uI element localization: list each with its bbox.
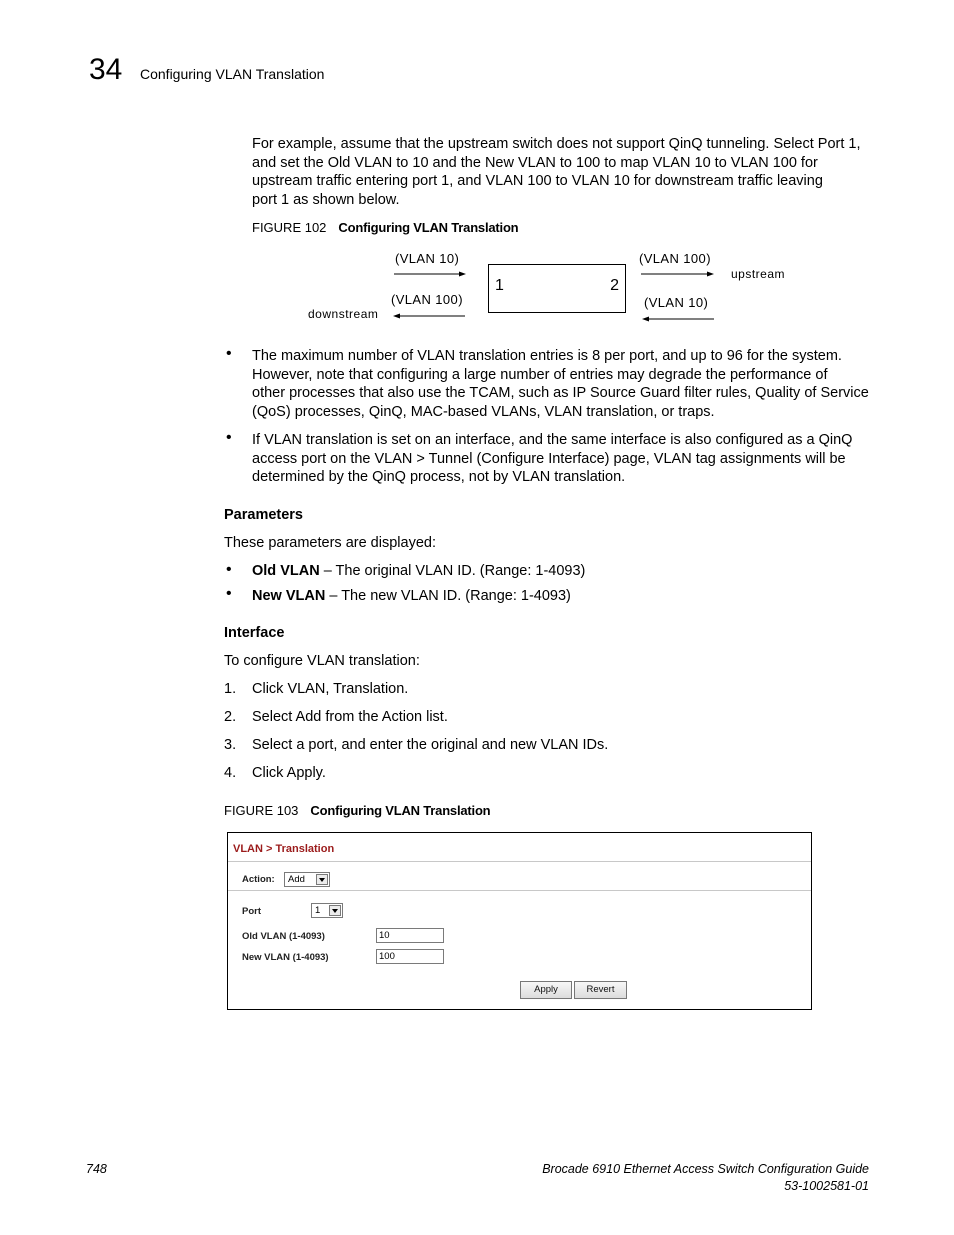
bullet-icon: •	[226, 345, 232, 362]
parameter-desc: – The original VLAN ID. (Range: 1-4093)	[319, 563, 586, 579]
bullet-icon: •	[226, 429, 232, 446]
right-top-vlan-label: (VLAN 100)	[639, 251, 711, 266]
step-number: 3.	[224, 737, 237, 753]
step-text: Click VLAN, Translation.	[252, 681, 409, 697]
step-text: Select a port, and enter the original and new VLAN IDs.	[252, 737, 609, 753]
page-number: 748	[86, 1162, 107, 1176]
step-number: 2.	[224, 709, 237, 725]
chevron-down-icon[interactable]	[329, 905, 341, 916]
bullet-item	[252, 431, 892, 487]
breadcrumb: VLAN > Translation	[233, 843, 335, 855]
parameters-intro: These parameters are displayed:	[224, 535, 436, 551]
bullet-line: (QoS) processes, QinQ, MAC-based VLANs, VLAN translation, or traps.	[252, 404, 715, 421]
step-text: Select Add from the Action list.	[252, 709, 448, 725]
port-2-label: 2	[610, 277, 619, 294]
intro-line: port 1 as shown below.	[252, 192, 400, 209]
bullet-icon: •	[226, 561, 232, 578]
bullet-line: other processes that also use the TCAM, such as IP Source Guard filter rules, Quality of Service	[252, 385, 869, 402]
new-vlan-label: New VLAN (1-4093)	[242, 952, 329, 963]
divider	[228, 861, 811, 862]
left-top-vlan-label: (VLAN 10)	[395, 251, 460, 266]
figure-title: Configuring VLAN Translation	[310, 803, 491, 818]
revert-button[interactable]: Revert	[574, 981, 627, 999]
action-value: Add	[288, 874, 305, 885]
action-select[interactable]	[284, 872, 330, 887]
port-label: Port	[242, 906, 261, 917]
chapter-title: Configuring VLAN Translation	[140, 66, 325, 82]
bullet-line: If VLAN translation is set on an interface, and the same interface is also configured as a QinQ	[252, 432, 853, 448]
upstream-label: upstream	[731, 267, 786, 281]
action-label: Action:	[242, 874, 275, 885]
old-vlan-label: Old VLAN (1-4093)	[242, 931, 325, 942]
parameter-term: New VLAN	[252, 588, 326, 604]
figure-label: FIGURE 102	[252, 220, 327, 235]
doc-number: 53-1002581-01	[784, 1179, 869, 1193]
port-select[interactable]	[311, 903, 343, 918]
downstream-label: downstream	[308, 307, 379, 321]
figure-title: Configuring VLAN Translation	[338, 220, 519, 235]
bullet-line: access port on the VLAN > Tunnel (Configure Interface) page, VLAN tag assignments will be	[252, 450, 846, 467]
chevron-down-icon[interactable]	[316, 874, 328, 885]
old-vlan-input[interactable]	[376, 928, 444, 943]
bullet-item	[252, 347, 892, 422]
arrow-left-icon	[642, 317, 714, 322]
right-bottom-vlan-label: (VLAN 10)	[644, 295, 709, 310]
bullet-line: However, note that configuring a large number of entries may degrade the performance of	[252, 366, 828, 383]
step-text: Click Apply.	[252, 765, 326, 781]
vlan-translation-screenshot	[227, 832, 812, 1010]
port-1-label: 1	[495, 277, 504, 294]
left-bottom-vlan-label: (VLAN 100)	[391, 292, 463, 307]
bullet-line: determined by the QinQ process, not by VLAN translation.	[252, 469, 626, 486]
apply-button[interactable]: Apply	[520, 981, 572, 999]
flow-arrows	[0, 0, 954, 340]
figure-103-caption	[224, 803, 490, 818]
interface-intro: To configure VLAN translation:	[224, 653, 420, 669]
figure-label: FIGURE 103	[224, 803, 299, 818]
divider	[228, 890, 811, 891]
doc-title: Brocade 6910 Ethernet Access Switch Configuration Guide	[542, 1162, 869, 1176]
intro-line: upstream traffic entering port 1, and VLAN 100 to VLAN 10 for downstream traffic leaving	[252, 173, 823, 190]
bullet-line: The maximum number of VLAN translation entries is 8 per port, and up to 96 for the system.	[252, 348, 842, 364]
interface-heading: Interface	[224, 625, 285, 641]
step-number: 1.	[224, 681, 237, 697]
intro-line: and set the Old VLAN to 10 and the New VLAN to 100 to map VLAN 10 to VLAN 100 for	[252, 154, 818, 171]
chapter-number: 34	[89, 53, 123, 86]
parameters-heading: Parameters	[224, 507, 303, 523]
arrow-right-icon	[641, 272, 714, 277]
old-vlan-value: 10	[379, 930, 390, 941]
new-vlan-input[interactable]	[376, 949, 444, 964]
parameter-desc: – The new VLAN ID. (Range: 1-4093)	[325, 588, 571, 604]
arrow-right-icon	[394, 272, 466, 277]
parameter-term: Old VLAN	[252, 563, 320, 579]
port-value: 1	[315, 905, 321, 916]
new-vlan-value: 100	[379, 951, 395, 962]
intro-line: For example, assume that the upstream switch does not support QinQ tunneling. Select Port 1,	[252, 136, 861, 152]
bullet-icon: •	[226, 585, 232, 602]
arrow-left-icon	[393, 314, 465, 319]
parameter-item	[252, 562, 585, 581]
parameter-item	[252, 587, 571, 606]
step-number: 4.	[224, 765, 237, 781]
